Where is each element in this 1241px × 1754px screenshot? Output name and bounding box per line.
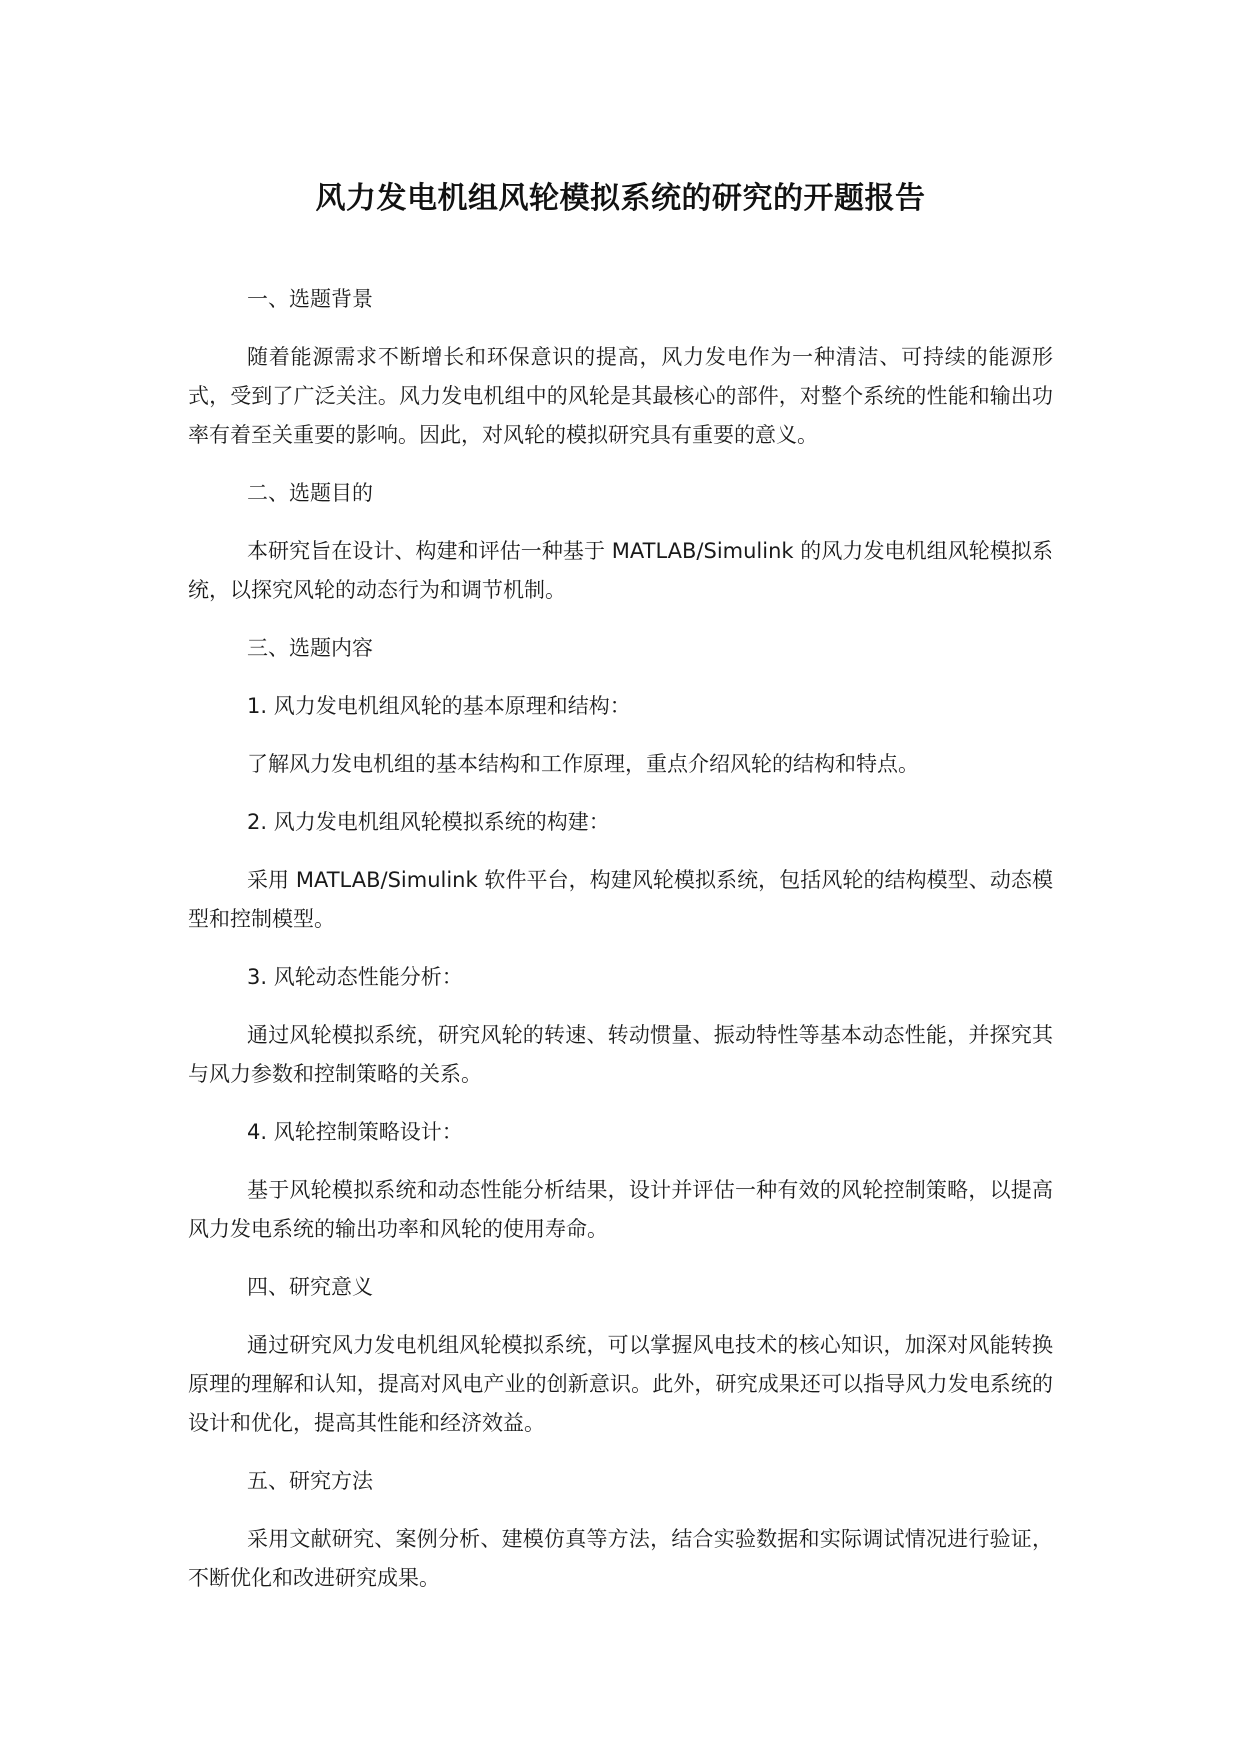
section-heading-purpose: 二、选题目的 [247,481,373,505]
list-item-text-4: 基于风轮模拟系统和动态性能分析结果，设计并评估一种有效的风轮控制策略，以提高风力发电系统的输出功率和风轮的使用寿命。 [188,1178,1053,1241]
list-item-heading-3: 3. 风轮动态性能分析： [247,965,463,989]
section-heading-content: 三、选题内容 [247,636,373,660]
paragraph-significance: 通过研究风力发电机组风轮模拟系统，可以掌握风电技术的核心知识，加深对风能转换原理的理解和认知，提高对风电产业的创新意识。此外，研究成果还可以指导风力发电系统的设计和优化，提高其性能和经济效益。 [188,1333,1053,1435]
document-body [188,280,1053,1617]
document-title: 风力发电机组风轮模拟系统的研究的开题报告 [315,181,926,216]
paragraph-method: 采用文献研究、案例分析、建模仿真等方法，结合实验数据和实际调试情况进行验证，不断优化和改进研究成果。 [188,1527,1053,1590]
paragraph-background: 随着能源需求不断增长和环保意识的提高，风力发电作为一种清洁、可持续的能源形式，受到了广泛关注。风力发电机组中的风轮是其最核心的部件，对整个系统的性能和输出功率有着至关重要的影响。因此，对风轮的模拟研究具有重要的意义。 [188,345,1053,447]
list-item-heading-2: 2. 风力发电机组风轮模拟系统的构建： [247,810,610,834]
section-heading-method: 五、研究方法 [247,1469,373,1493]
list-item-heading-1: 1. 风力发电机组风轮的基本原理和结构： [247,694,631,718]
list-item-text-1: 了解风力发电机组的基本结构和工作原理，重点介绍风轮的结构和特点。 [247,752,919,776]
section-heading-background: 一、选题背景 [247,287,373,311]
paragraph-purpose: 本研究旨在设计、构建和评估一种基于 MATLAB/Simulink 的风力发电机组风轮模拟系统，以探究风轮的动态行为和调节机制。 [188,539,1053,602]
section-heading-significance: 四、研究意义 [247,1275,373,1299]
list-item-text-3: 通过风轮模拟系统，研究风轮的转速、转动惯量、振动特性等基本动态性能，并探究其与风力参数和控制策略的关系。 [188,1023,1053,1086]
list-item-text-2: 采用 MATLAB/Simulink 软件平台，构建风轮模拟系统，包括风轮的结构模型、动态模型和控制模型。 [188,868,1053,931]
list-item-heading-4: 4. 风轮控制策略设计： [247,1120,463,1144]
